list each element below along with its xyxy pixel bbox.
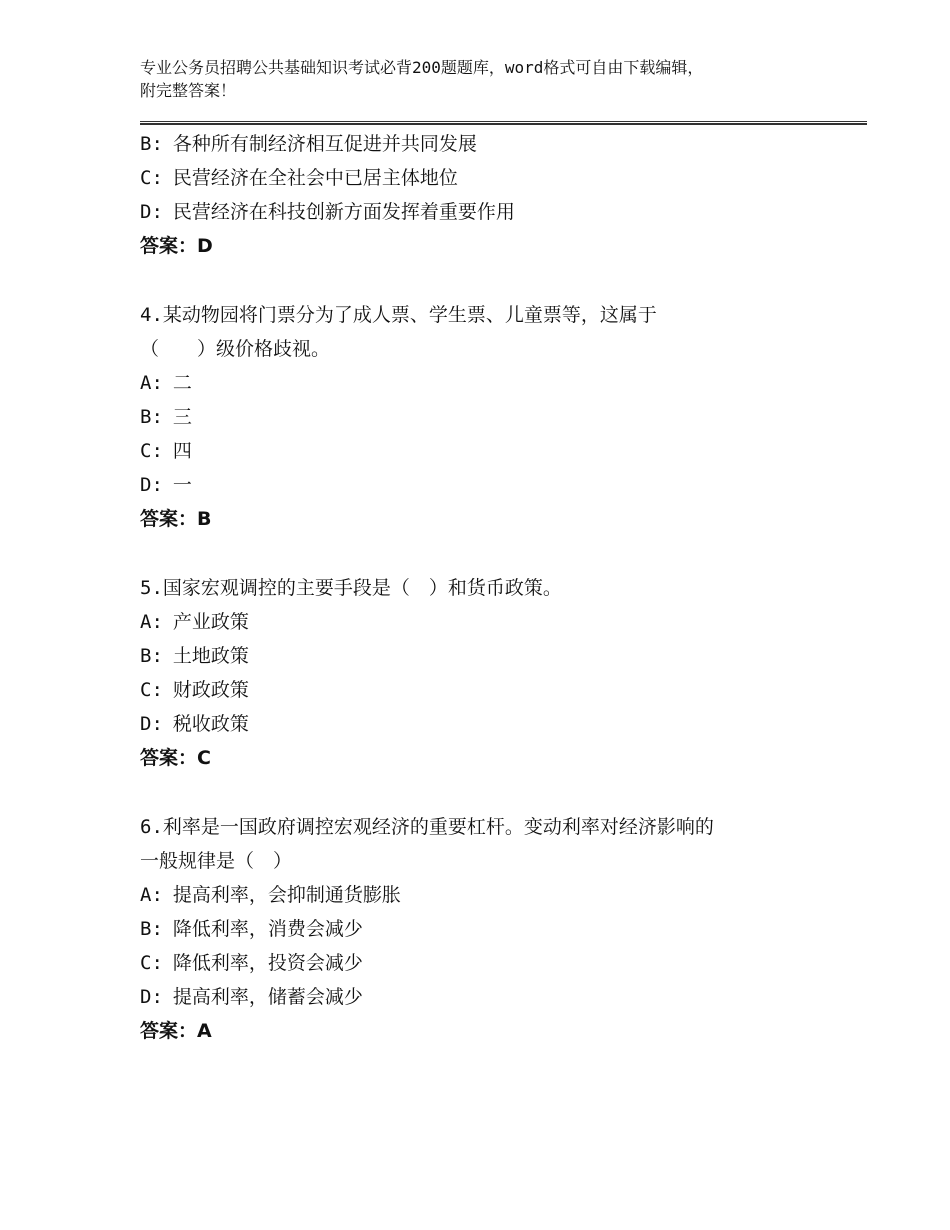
option-text: 三 [172, 406, 192, 428]
option-c [140, 673, 840, 707]
option-a [140, 878, 840, 912]
header-line-2: 附完整答案！ [140, 81, 237, 100]
option-label: A: [140, 884, 163, 906]
header-line-1: 专业公务员招聘公共基础知识考试必背200题题库，word格式可自由下载编辑， [140, 58, 704, 77]
question-6 [140, 810, 840, 1048]
option-text: 税收政策 [172, 713, 249, 735]
spacer [140, 263, 840, 298]
option-text: 降低利率，消费会减少 [172, 918, 363, 940]
option-b [140, 639, 840, 673]
answer-line: 答案：A [140, 1020, 212, 1042]
option-label: D: [140, 986, 163, 1008]
option-label: B: [140, 406, 163, 428]
option-d [140, 468, 840, 502]
question-stem: 5.国家宏观调控的主要手段是（ ）和货币政策。 [140, 577, 562, 599]
option-label: A: [140, 372, 163, 394]
option-label: C: [140, 440, 163, 462]
option-text: 产业政策 [172, 611, 249, 633]
option-text: 一 [172, 474, 192, 496]
question-stem-continued: （ ）级价格歧视。 [140, 338, 331, 360]
option-a [140, 366, 840, 400]
option-text: 提高利率，储蓄会减少 [172, 986, 363, 1008]
option-text: 民营经济在全社会中已居主体地位 [172, 167, 458, 189]
option-text: 降低利率，投资会减少 [172, 952, 363, 974]
question-stem-continued: 一般规律是（ ） [140, 850, 293, 872]
option-text: 二 [172, 372, 192, 394]
option-b [140, 912, 840, 946]
option-text: 财政政策 [172, 679, 249, 701]
question-3 [140, 127, 840, 263]
option-label: C: [140, 167, 163, 189]
spacer [140, 775, 840, 810]
option-text: 各种所有制经济相互促进并共同发展 [172, 133, 477, 155]
page-header [140, 56, 820, 102]
question-5 [140, 571, 840, 775]
option-label: B: [140, 133, 163, 155]
option-label: D: [140, 201, 163, 223]
question-stem: 6.利率是一国政府调控宏观经济的重要杠杆。变动利率对经济影响的 [140, 816, 714, 838]
spacer [140, 536, 840, 571]
option-b [140, 400, 840, 434]
option-d [140, 707, 840, 741]
option-a [140, 605, 840, 639]
answer-line: 答案：B [140, 508, 212, 530]
option-label: A: [140, 611, 163, 633]
question-4 [140, 298, 840, 536]
option-label: D: [140, 474, 163, 496]
option-text: 土地政策 [172, 645, 249, 667]
option-b [140, 127, 840, 161]
question-stem: 4.某动物园将门票分为了成人票、学生票、儿童票等，这属于 [140, 304, 657, 326]
option-c [140, 946, 840, 980]
option-text: 民营经济在科技创新方面发挥着重要作用 [172, 201, 515, 223]
option-label: C: [140, 679, 163, 701]
option-label: B: [140, 918, 163, 940]
answer-line: 答案：D [140, 235, 213, 257]
answer-line: 答案：C [140, 747, 211, 769]
option-label: C: [140, 952, 163, 974]
option-label: B: [140, 645, 163, 667]
option-d [140, 195, 840, 229]
option-d [140, 980, 840, 1014]
header-divider [140, 121, 867, 125]
option-c [140, 161, 840, 195]
option-text: 提高利率，会抑制通货膨胀 [172, 884, 401, 906]
option-label: D: [140, 713, 163, 735]
option-text: 四 [172, 440, 192, 462]
question-list [140, 127, 840, 1048]
option-c [140, 434, 840, 468]
